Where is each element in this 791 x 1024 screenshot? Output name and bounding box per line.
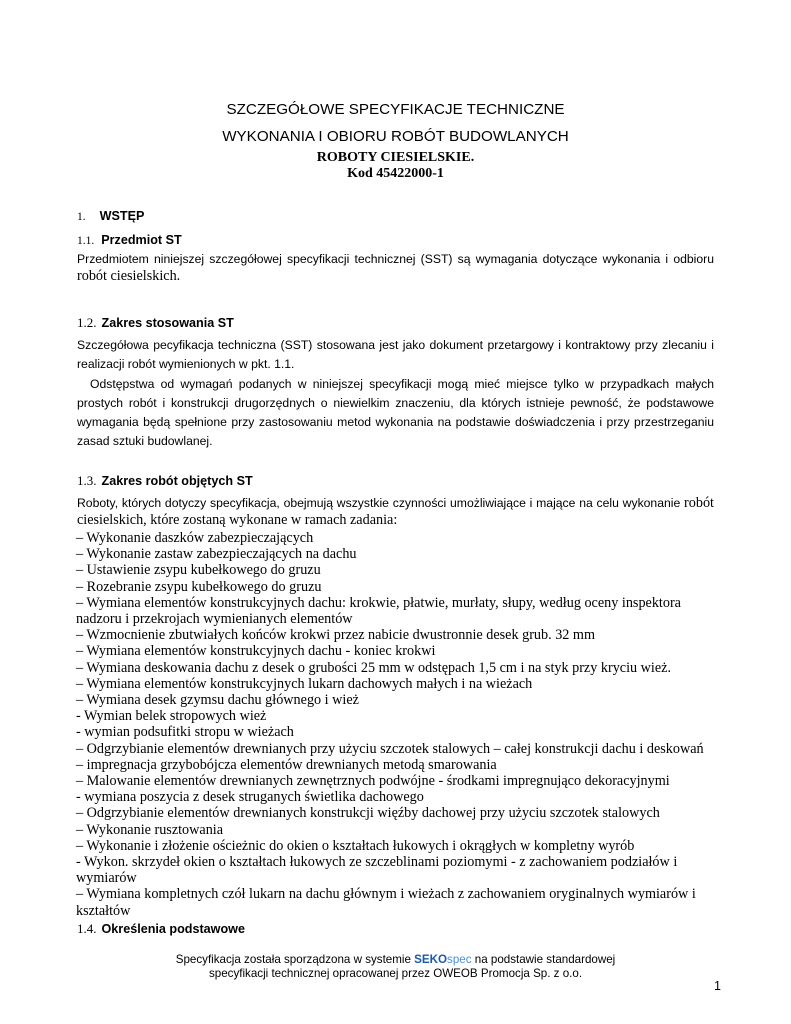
section-1-heading (77, 207, 144, 225)
list-item: – Odgrzybianie elementów drewnianych przy użyciu szczotek stalowych – całej konstrukcji dachu i deskowań (76, 740, 704, 757)
scope-list (76, 530, 726, 919)
list-item: - Wymian belek stropowych wież (76, 708, 267, 725)
list-item: – Wymiana kompletnych czół lukarn na dachu głównym i wieżach z zachowaniem oryginalnych wymiarów i kształtów (76, 886, 696, 919)
section-1-1-number: 1.1. (77, 235, 95, 247)
section-1-2-paragraph-1: Szczegółowa pecyfikacja techniczna (SST) stosowana jest jako dokument przetargowy i kontraktowy przy zlecaniu i realizacji robót wymienionych w pkt. 1.1. (77, 338, 714, 371)
section-1-3-intro (77, 495, 714, 529)
section-1-4-heading (77, 920, 245, 938)
footer-brand-bold: SEKO (414, 953, 448, 966)
list-item: – Malowanie elementów drewnianych zewnętrznych podwójne - środkami impregnująco dekoracyjnymi (76, 773, 670, 790)
section-1-1-paragraph (77, 251, 714, 285)
list-item: – Ustawienie zsypu kubełkowego do gruzu (76, 562, 321, 579)
footer-text-post: na podstawie standardowej (471, 953, 616, 966)
section-1-title: WSTĘP (99, 209, 145, 223)
section-1-2-paragraph-2: Odstępstwa od wymagań podanych w niniejszej specyfikacji mogą mieć miejsce tylko w przypadkach małych prostych robót i konstrukcji drugorzędnych o niewielkim znaczeniu, dla których istnieje pewność, że podstawowe wymagania będą spełnione przy zastosowaniu metod wykonania na podstawie doświadczenia i przy przestrzeganiu zasad sztuki budowlanej. (77, 377, 714, 448)
section-1-2-title: Zakres stosowania ST (101, 316, 234, 330)
section-1-3-number: 1.3. (77, 473, 97, 488)
section-1-1-heading (77, 231, 182, 249)
list-item: – Wymiana elementów konstrukcyjnych dachu: krokwie, płatwie, murłaty, słupy, według oceny inspektora nadzoru i przekrojach wymienianych elementów (76, 594, 681, 628)
list-item: – Wykonanie i złożenie ościeżnic do okien o kształtach łukowych i okrągłych w kompletny wyrób (76, 837, 635, 854)
section-1-2-heading (77, 314, 234, 332)
list-item: - wymian podsufitki stropu w wieżach (76, 724, 294, 741)
doc-subtitle-code: Kod 45422000-1 (347, 166, 444, 181)
footer-line-2: specyfikacji technicznej opracowanej przez OWEOB Promocja Sp. z o.o. (208, 967, 583, 980)
list-item: – Wymiana elementów konstrukcyjnych lukarn dachowych małych i na wieżach (76, 675, 533, 692)
page-number: 1 (714, 979, 721, 993)
doc-subtitle-line1: ROBOTY CIESIELSKIE. (316, 150, 475, 165)
list-item: – Wymiana desek gzymsu dachu głównego i wież (76, 692, 359, 709)
list-item: – Wykonanie rusztowania (76, 821, 224, 838)
section-1-3-intro-sans: Roboty, których dotyczy specyfikacja, obejmują wszystkie czynności umożliwiające i mające na celu wykonanie (77, 496, 685, 510)
section-1-4-title: Określenia podstawowe (101, 922, 245, 936)
list-item: – Wykonanie zastaw zabezpieczających na dachu (76, 546, 357, 563)
section-1-3-intro-serif: robót ciesielskich, które zostaną wykonane w ramach zadania: (77, 495, 714, 528)
list-item: – Odgrzybianie elementów drewnianych konstrukcji więźby dachowej przy użyciu szczotek stalowych (76, 805, 660, 822)
section-1-2-number: 1.2. (77, 315, 97, 330)
list-item: – Wzmocnienie zbutwiałych końców krokwi przez nabicie dwustronnie desek grub. 32 mm (76, 627, 596, 644)
page-footer (0, 953, 791, 981)
list-item: – Rozebranie zsypu kubełkowego do gruzu (76, 578, 322, 595)
section-1-1-title: Przedmiot ST (101, 233, 182, 247)
list-item: - Wykon. skrzydeł okien o kształtach łukowych ze szczeblinami poziomymi - z zachowaniem podziałów i wymiarów (76, 854, 678, 887)
footer-text-pre: Specyfikacja została sporządzona w systemie (175, 953, 415, 966)
footer-line-1 (0, 953, 791, 967)
list-item: – impregnacja grzybobójcza elementów drewnianych metodą smarowania (76, 756, 497, 773)
section-1-3-heading (77, 472, 253, 490)
list-item: – Wymiana elementów konstrukcyjnych dachu - koniec krokwi (76, 643, 436, 660)
footer-brand-light: spec (447, 953, 472, 966)
list-item: - wymiana poszycia z desek struganych świetlika dachowego (76, 789, 424, 806)
doc-title-line1: SZCZEGÓŁOWE SPECYFIKACJE TECHNICZNE (226, 101, 565, 118)
section-1-4-number: 1.4. (77, 921, 97, 936)
section-1-1-text-sans: Przedmiotem niniejszej szczegółowej specyfikacji technicznej (SST) są wymagania dotyczące wykonania i odbioru (77, 252, 714, 266)
section-1-1-text-serif: robót ciesielskich. (77, 268, 181, 284)
list-item: – Wykonanie daszków zabezpieczających (76, 530, 314, 546)
doc-title-line2: WYKONANIA I OBIORU ROBÓT BUDOWLANYCH (222, 128, 569, 145)
section-1-number: 1. (77, 211, 86, 223)
list-item: – Wymiana deskowania dachu z desek o grubości 25 mm w odstępach 1,5 cm i na styk przy kryciu wież. (76, 659, 671, 676)
section-1-3-title: Zakres robót objętych ST (101, 474, 253, 488)
